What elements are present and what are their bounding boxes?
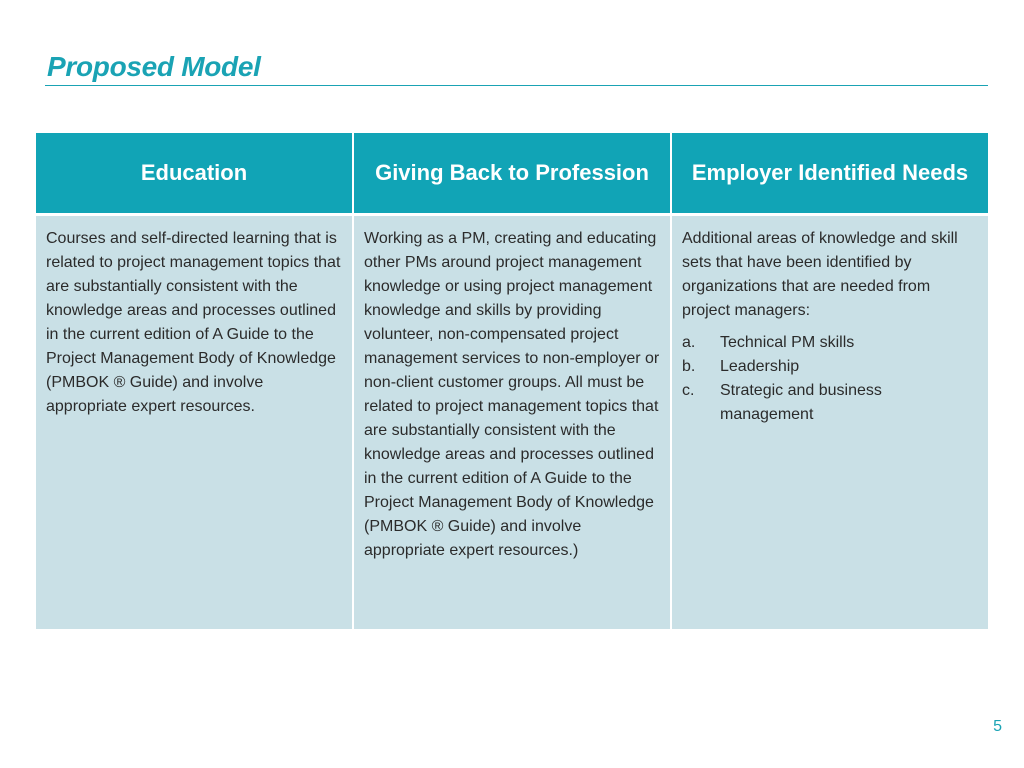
list-item bbox=[682, 331, 978, 355]
list-item bbox=[682, 379, 978, 427]
giving-back-description: Working as a PM, creating and educating other PMs around project management knowledge or using project management knowledge and skills by providing volunteer, non-compensated project management services to non-employer or non-client customer groups. All must be related to project management topics that are substantially consistent with the knowledge areas and processes outlined in the current edition of A Guide to the Project Management Body of Knowledge (PMBOK ® Guide) and involve appropriate expert resources.) bbox=[364, 230, 660, 559]
employer-needs-list bbox=[682, 331, 978, 427]
cell-giving-back bbox=[353, 215, 671, 630]
employer-needs-intro: Additional areas of knowledge and skill sets that have been identified by organizations that are needed from project managers: bbox=[682, 230, 958, 319]
proposed-model-table bbox=[36, 133, 988, 629]
slide-title: Proposed Model bbox=[47, 51, 261, 82]
table-row bbox=[36, 215, 988, 630]
cell-employer-needs bbox=[671, 215, 988, 630]
page-number: 5 bbox=[993, 718, 1002, 735]
list-item-text: Strategic and business management bbox=[720, 382, 882, 423]
list-marker: c. bbox=[682, 382, 695, 399]
education-description: Courses and self-directed learning that is related to project management topics that are substantially consistent with the knowledge areas and processes outlined in the current edition of A Guide to the Project Management Body of Knowledge (PMBOK ® Guide) and involve appropriate expert resources. bbox=[46, 230, 341, 415]
list-item-text: Technical PM skills bbox=[720, 334, 855, 351]
title-underline bbox=[45, 85, 988, 86]
list-item bbox=[682, 355, 978, 379]
table-header-row bbox=[36, 133, 988, 215]
list-item-text: Leadership bbox=[720, 358, 800, 375]
header-employer-needs: Employer Identified Needs bbox=[671, 133, 988, 215]
cell-education bbox=[36, 215, 353, 630]
header-education: Education bbox=[36, 133, 353, 215]
list-marker: b. bbox=[682, 358, 696, 375]
list-marker: a. bbox=[682, 334, 696, 351]
header-giving-back: Giving Back to Profession bbox=[353, 133, 671, 215]
